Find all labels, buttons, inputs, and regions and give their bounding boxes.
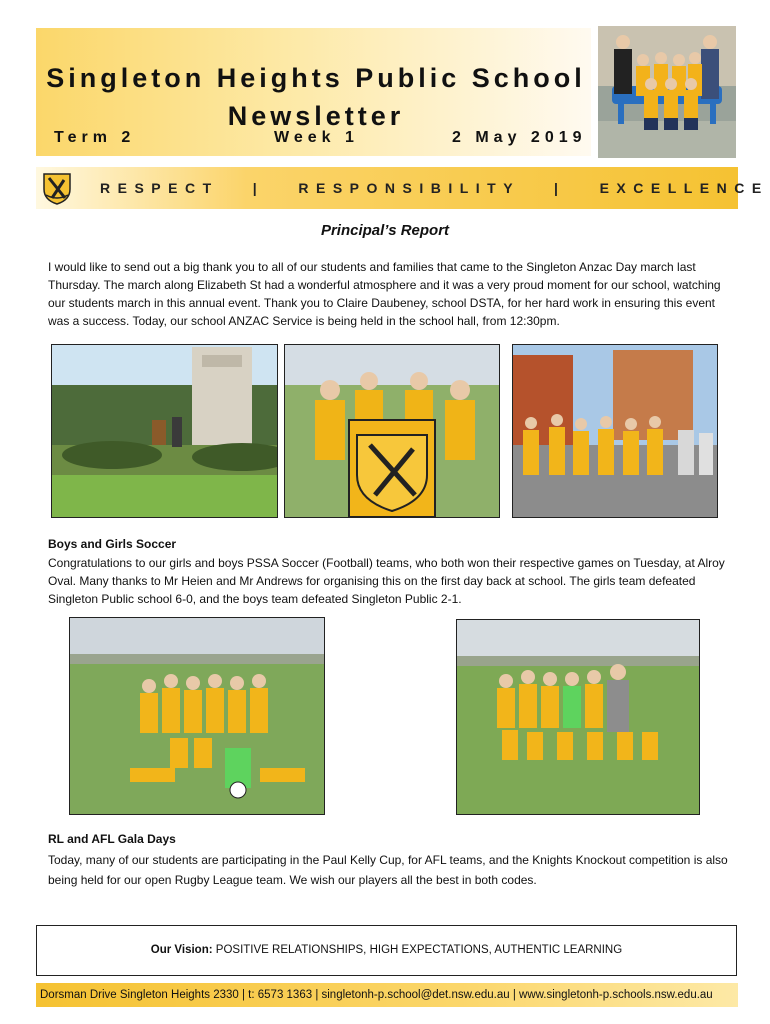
soccer-body: Congratulations to our girls and boys PSSA Soccer (Football) teams, who both won their respective games on Tuesday, at Alroy Oval. Many thanks to Mr Heien and Mr Andrews for organising this on the first day back at school. The girls team defeated Singleton Public school 6-0, and the boys team defeated Singleton Public 2-1.	[48, 556, 725, 606]
students-banner-photo	[284, 344, 500, 518]
school-logo	[40, 171, 74, 205]
principal-report-heading: Principal’s Report	[320, 222, 450, 239]
term-label: Term 2	[54, 129, 136, 146]
school-title: Singleton Heights Public School	[46, 63, 586, 93]
principal-report-body: I would like to send out a big thank you to all of our students and families that came to the Singleton Anzac Day march last Thursday. The march along Elizabeth St had a wonderful atmosphere and it was a very proud moment for our school, watching our students march in this annual event. Thank you to Claire Daubeney, school DSTA, for her hard work in ensuring this event was a success. Today, our school ANZAC Service is being held in the school hall, from 12:30pm.	[48, 260, 721, 328]
vision-text: POSITIVE RELATIONSHIPS, HIGH EXPECTATIONS, AUTHENTIC LEARNING	[215, 944, 623, 956]
newsletter-title: Newsletter	[227, 101, 405, 131]
vision-box	[36, 925, 737, 976]
contact-footer: Dorsman Drive Singleton Heights 2330 | t: 6573 1363 | singletonh-p.school@det.nsw.edu.au | www.singletonh-p.schools.nsw.edu.au	[36, 983, 738, 1007]
girls-soccer-team-photo	[69, 617, 325, 815]
school-values: RESPECT | RESPONSIBILITY | EXCELLENCE	[100, 180, 769, 196]
week-label: Week 1	[274, 129, 359, 146]
date-label: 2 May 2019	[452, 129, 587, 146]
soccer-heading: Boys and Girls Soccer	[48, 537, 177, 551]
gala-days-body: Today, many of our students are participating in the Paul Kelly Cup, for AFL teams, and the Knights Knockout competition is also being held for our open Rugby League team. We wish our players all the best in both codes.	[48, 853, 728, 887]
hero-photo	[598, 26, 736, 158]
anzac-memorial-photo	[51, 344, 278, 518]
anzac-march-photo	[512, 344, 718, 518]
vision-label: Our Vision:	[150, 944, 213, 956]
boys-soccer-team-photo	[456, 619, 700, 815]
gala-days-heading: RL and AFL Gala Days	[48, 832, 176, 846]
